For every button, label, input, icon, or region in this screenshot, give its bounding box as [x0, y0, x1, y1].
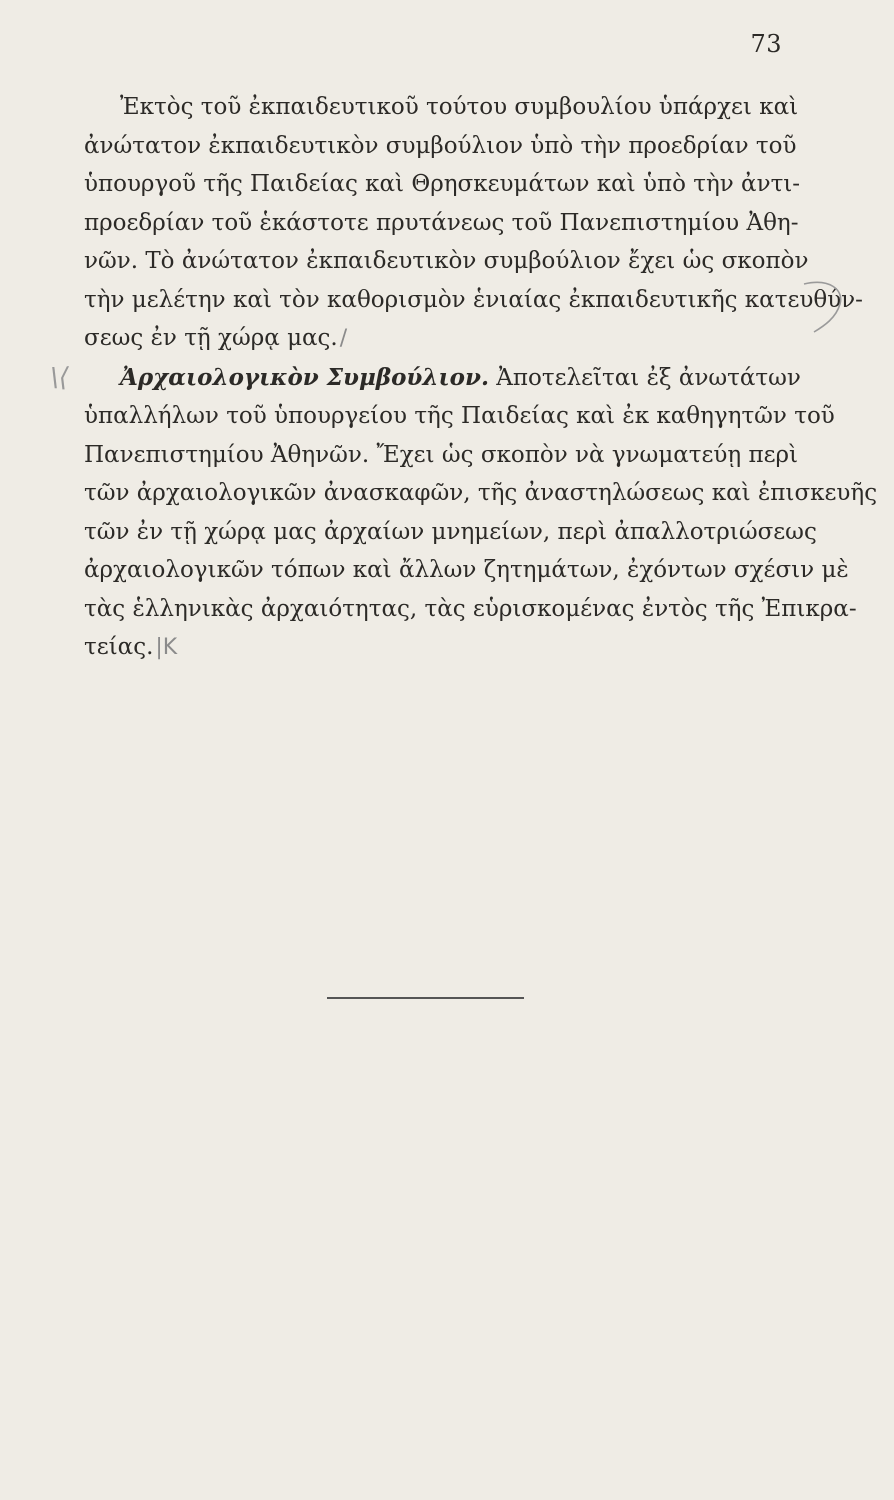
- body-text: [50, 88, 878, 668]
- paragraph-2-line-3: Πανεπιστημίου Ἀθηνῶν. Ἔχει ὡς σκοπὸν νὰ γνωματεύῃ περὶ: [84, 441, 799, 468]
- page-number: 73: [750, 30, 782, 58]
- paragraph-1-line-7-text: σεως ἐν τῇ χώρᾳ μας.: [84, 325, 338, 351]
- paragraph-1-line-4: προεδρίαν τοῦ ἑκάστοτε πρυτάνεως τοῦ Πανεπιστημίου Ἀθη-: [84, 209, 799, 236]
- pencil-bracket-mark: |K: [155, 635, 178, 660]
- paragraph-1-line-5: νῶν. Τὸ ἀνώτατον ἐκπαιδευτικὸν συμβούλιον ἔχει ὡς σκοπὸν: [84, 248, 809, 274]
- paragraph-1-line-6: τὴν μελέτην καὶ τὸν καθορισμὸν ἑνιαίας ἐκπαιδευτικῆς κατευθύν-: [84, 286, 863, 313]
- paragraph-1-line-1: Ἐκτὸς τοῦ ἐκπαιδευτικοῦ τούτου συμβουλίου ὑπάρχει καὶ: [120, 94, 799, 120]
- section-heading: Ἀρχαιολογικὸν Συμβούλιον.: [120, 363, 489, 391]
- paragraph-2-line-8: [84, 628, 790, 668]
- paragraph-2-line-1: [50, 359, 801, 398]
- paragraph-2-line-1-rest: Ἀποτελεῖται ἐξ ἀνωτάτων: [496, 364, 801, 391]
- pencil-slash-mark: /: [339, 326, 348, 351]
- paragraph-2-line-4: τῶν ἀρχαιολογικῶν ἀνασκαφῶν, τῆς ἀναστηλώσεως καὶ ἐπισκευῆς: [84, 480, 878, 506]
- paragraph-2-line-7: τὰς ἑλληνικὰς ἀρχαιότητας, τὰς εὑρισκομένας ἐντὸς τῆς Ἐπικρα-: [84, 595, 857, 622]
- section-divider-line: [327, 997, 524, 999]
- paragraph-1-line-7: [84, 319, 790, 359]
- paragraph-2-line-6: ἀρχαιολογικῶν τόπων καὶ ἄλλων ζητημάτων, ἐχόντων σχέσιν μὲ: [84, 557, 849, 583]
- pencil-margin-mark: \⟨: [50, 362, 69, 393]
- paragraph-2-line-8-text: τείας.: [84, 634, 154, 660]
- paragraph-1-line-3: ὑπουργοῦ τῆς Παιδείας καὶ Θρησκευμάτων καὶ ὑπὸ τὴν ἀντι-: [84, 171, 801, 197]
- paragraph-2-line-2: ὑπαλλήλων τοῦ ὑπουργείου τῆς Παιδείας καὶ ἐκ καθηγητῶν τοῦ: [84, 403, 835, 429]
- paragraph-1-line-2: ἀνώτατον ἐκπαιδευτικὸν συμβούλιον ὑπὸ τὴν προεδρίαν τοῦ: [84, 132, 797, 159]
- paragraph-2-line-5: τῶν ἐν τῇ χώρᾳ μας ἀρχαίων μνημείων, περὶ ἀπαλλοτριώσεως: [84, 518, 817, 545]
- pencil-curve-mark: [800, 276, 850, 336]
